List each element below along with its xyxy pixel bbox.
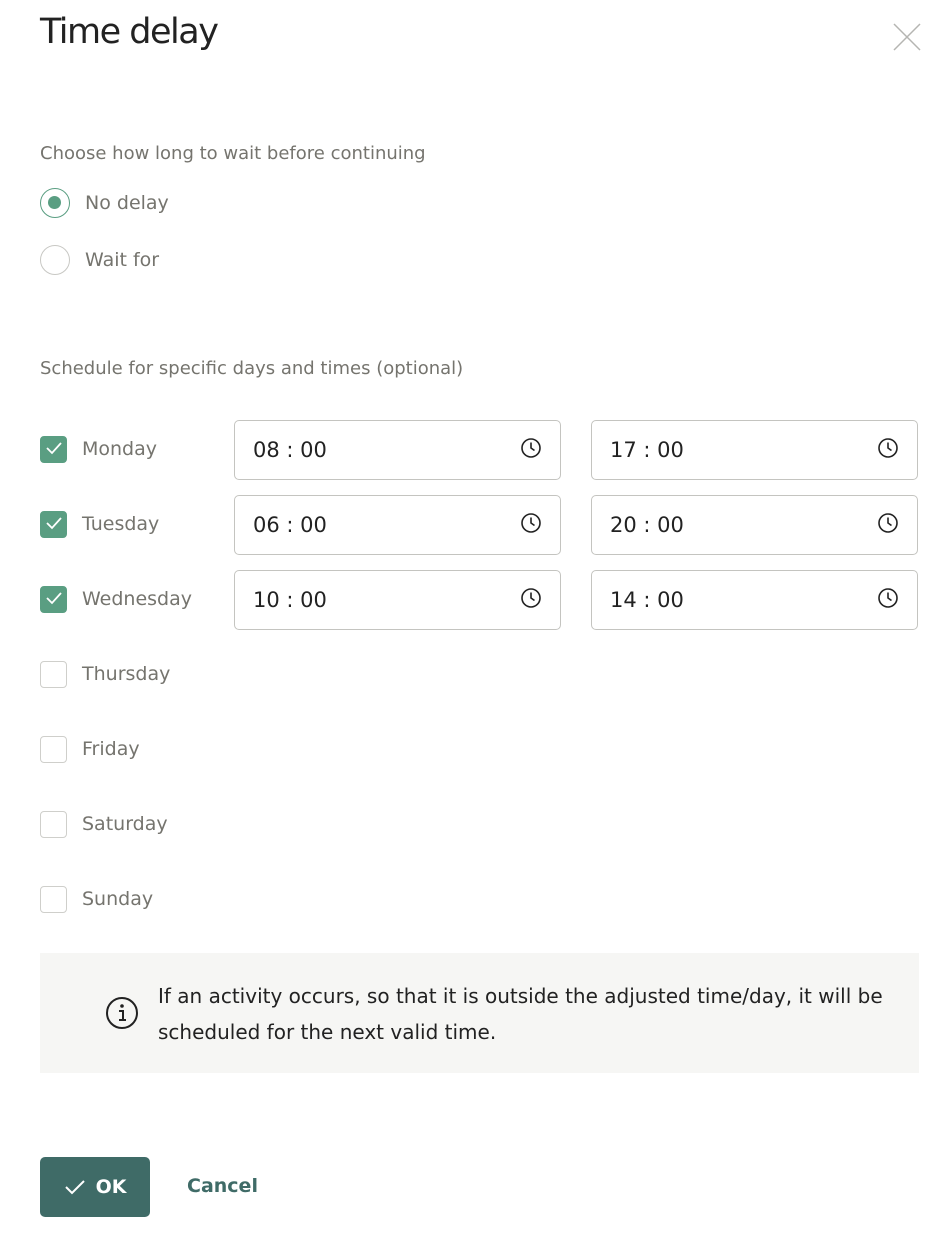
- clock-icon[interactable]: [877, 512, 899, 539]
- time-value: 17 : 00: [610, 438, 684, 462]
- check-icon: [45, 590, 63, 609]
- checkbox-saturday[interactable]: [40, 811, 67, 838]
- ok-label: OK: [95, 1176, 127, 1198]
- checkbox-monday[interactable]: [40, 436, 67, 463]
- check-icon: [45, 515, 63, 534]
- info-icon: [105, 996, 139, 1030]
- schedule-label: Schedule for specific days and times (optional): [40, 358, 464, 379]
- info-box: [40, 953, 919, 1073]
- day-label-saturday: Saturday: [82, 813, 168, 835]
- tuesday-from-time-input[interactable]: [234, 495, 561, 555]
- day-label-monday: Monday: [82, 438, 158, 460]
- time-value: 20 : 00: [610, 513, 684, 537]
- time-value: 10 : 00: [253, 588, 327, 612]
- day-label-sunday: Sunday: [82, 888, 154, 910]
- radio-wait-for[interactable]: [40, 245, 70, 275]
- radio-no-delay[interactable]: [40, 188, 70, 218]
- close-icon[interactable]: [892, 22, 922, 52]
- checkbox-thursday[interactable]: [40, 661, 67, 688]
- day-label-thursday: Thursday: [82, 663, 171, 685]
- checkbox-friday[interactable]: [40, 736, 67, 763]
- tuesday-to-time-input[interactable]: [591, 495, 918, 555]
- checkbox-wednesday[interactable]: [40, 586, 67, 613]
- checkbox-tuesday[interactable]: [40, 511, 67, 538]
- wednesday-from-time-input[interactable]: [234, 570, 561, 630]
- time-value: 08 : 00: [253, 438, 327, 462]
- day-label-wednesday: Wednesday: [82, 588, 193, 610]
- radio-no-delay-label: No delay: [85, 192, 169, 214]
- monday-to-time-input[interactable]: [591, 420, 918, 480]
- checkbox-sunday[interactable]: [40, 886, 67, 913]
- clock-icon[interactable]: [877, 587, 899, 614]
- radio-wait-for-label: Wait for: [85, 249, 160, 271]
- cancel-button[interactable]: Cancel: [187, 1175, 258, 1197]
- day-label-friday: Friday: [82, 738, 140, 760]
- time-value: 06 : 00: [253, 513, 327, 537]
- day-label-tuesday: Tuesday: [82, 513, 160, 535]
- info-text: If an activity occurs, so that it is outside the adjusted time/day, it will be scheduled for the next valid time.: [158, 984, 883, 1044]
- clock-icon[interactable]: [520, 437, 542, 464]
- clock-icon[interactable]: [877, 437, 899, 464]
- clock-icon[interactable]: [520, 512, 542, 539]
- ok-button[interactable]: [40, 1157, 150, 1217]
- delay-label: Choose how long to wait before continuing: [40, 143, 426, 164]
- wednesday-to-time-input[interactable]: [591, 570, 918, 630]
- monday-from-time-input[interactable]: [234, 420, 561, 480]
- check-icon: [64, 1179, 86, 1195]
- check-icon: [45, 440, 63, 459]
- clock-icon[interactable]: [520, 587, 542, 614]
- dialog-title: Time delay: [40, 12, 218, 52]
- time-value: 14 : 00: [610, 588, 684, 612]
